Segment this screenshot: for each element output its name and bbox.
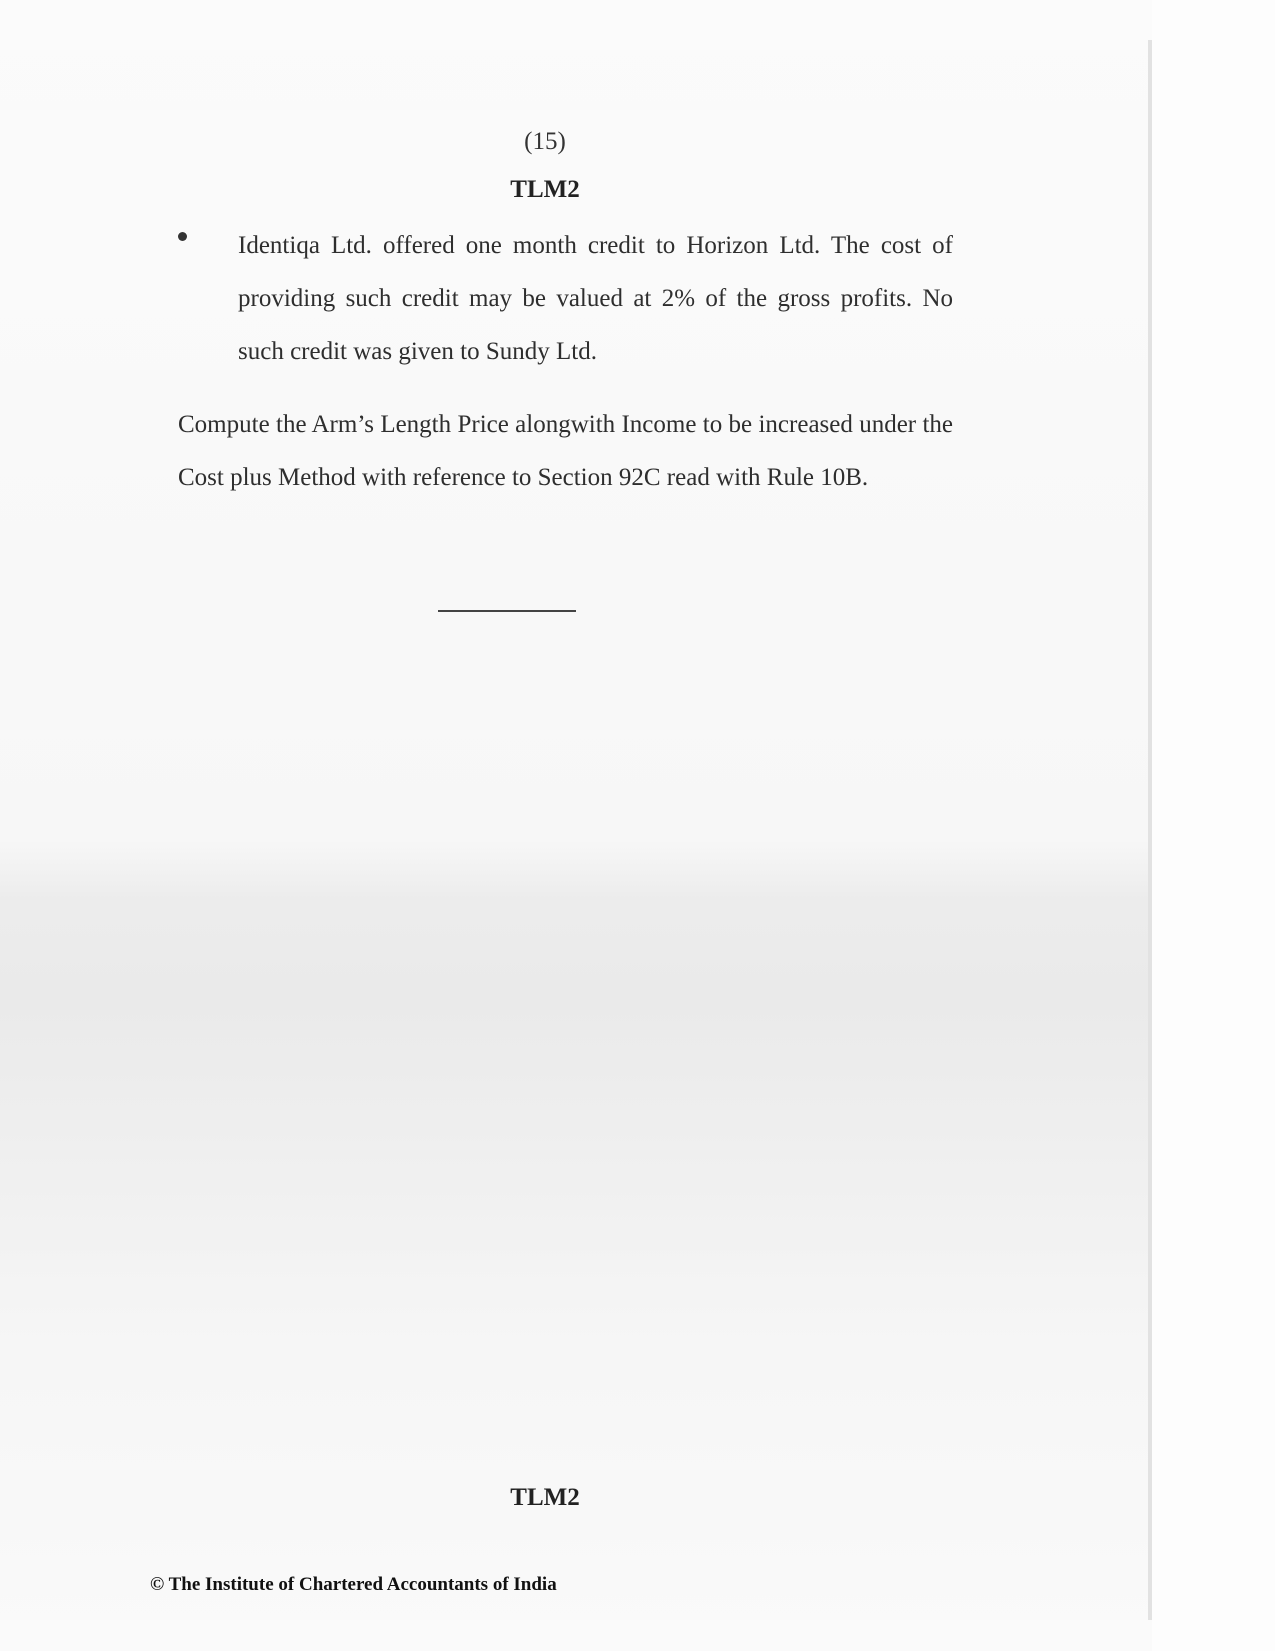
- paper-code-footer: TLM2: [510, 1484, 580, 1511]
- paper-code-header: TLM2: [510, 176, 580, 203]
- page-margin-strip: [1152, 0, 1275, 1651]
- bullet-icon: [178, 232, 187, 241]
- section-divider: [438, 610, 576, 612]
- copyright-notice: © The Institute of Chartered Accountants of India: [150, 1574, 557, 1595]
- question-paragraph: Compute the Arm’s Length Price alongwith Income to be increased under the Cost plus Method with reference to Section 92C read with Rule 10B.: [178, 411, 953, 491]
- page-number: (15): [524, 128, 566, 155]
- bullet-paragraph: Identiqa Ltd. offered one month credit to Horizon Ltd. The cost of providing such credit may be valued at 2% of the gross profits. No such credit was given to Sundy Ltd.: [238, 232, 953, 365]
